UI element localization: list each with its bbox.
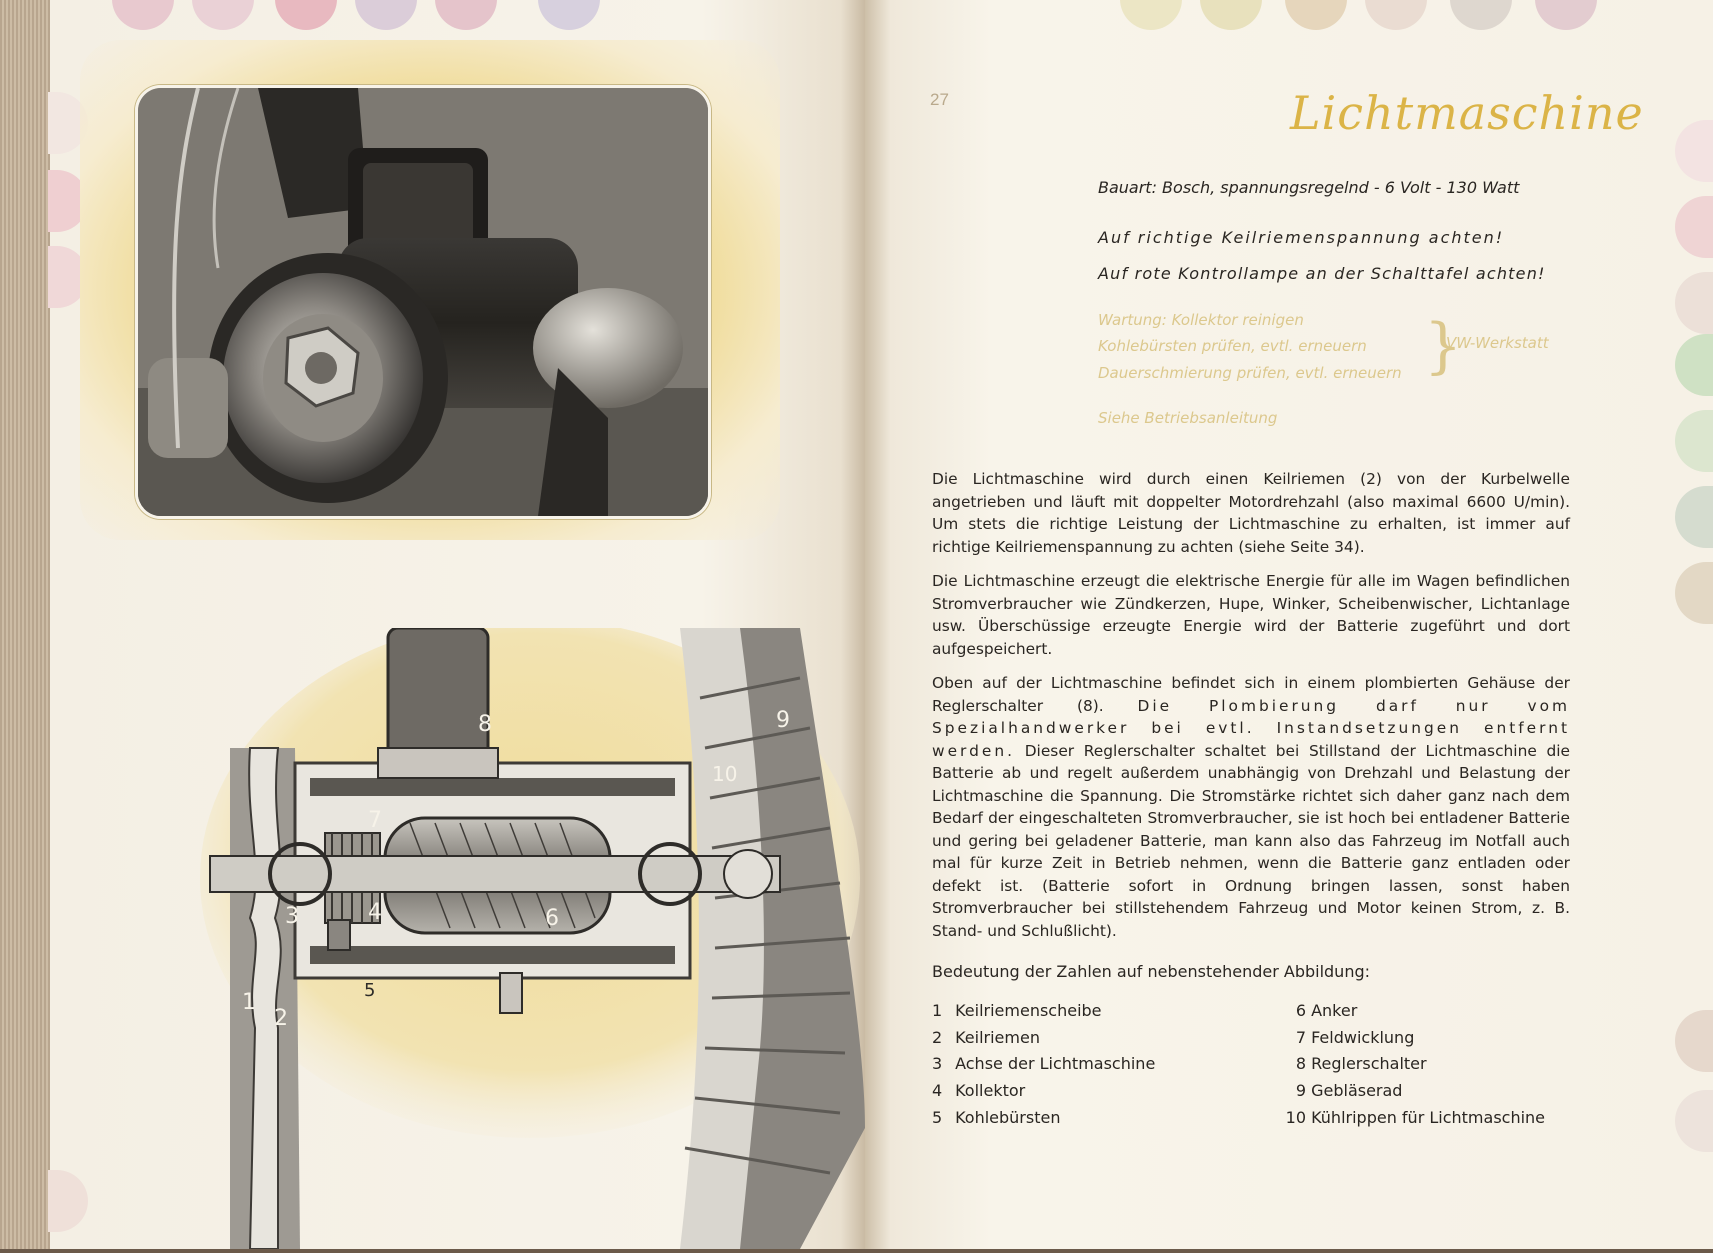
legend-title: Bedeutung der Zahlen auf nebenstehender Abbildung: [932,962,1371,981]
maintenance-line-2: Kohlebürsten prüfen, evtl. erneuern [1098,337,1367,355]
maintenance-line-1: Wartung: Kollektor reinigen [1098,311,1304,329]
legend-item: 8 Reglerschalter [1295,1054,1427,1074]
regulator-intro: Oben auf der Lichtmaschine befindet sich in einem plombierten Gehäuse der Reglerschalter (8). [932,674,1570,715]
diagram-label-7: 7 [368,808,382,833]
legend-item: 3 Achse der Lichtmaschine [932,1054,1156,1074]
legend-item: 4 Kollektor [932,1081,1026,1101]
maintenance-note: Siehe Betriebsanleitung [1098,409,1278,427]
maintenance-brace: } [1424,311,1463,381]
legend-column-left [932,998,1155,1132]
legend-item: 5 Kohlebürsten [932,1107,1061,1127]
workshop-label: VW-Werkstatt [1446,334,1549,352]
generator-cutaway-diagram [200,628,865,1249]
regulator-seal-warning: Die Plombierung darf nur vom Spezialhandwerker bei evtl. Instandsetzungen entfernt werden. [932,696,1570,760]
legend-column-right [1278,998,1545,1132]
diagram-label-6: 6 [545,906,559,931]
diagram-label-9: 9 [776,708,790,733]
legend-item: 2 Keilriemen [932,1027,1040,1047]
maintenance-line-3: Dauerschmierung prüfen, evtl. erneuern [1098,364,1402,382]
paragraph-regulator [932,672,1570,942]
legend-item: 1 Keilriemenscheibe [932,1001,1102,1020]
legend-item: 9 Gebläserad [1295,1081,1403,1101]
diagram-label-8: 8 [478,712,492,737]
generator-photo-illustration [138,88,708,516]
diagram-label-10: 10 [712,762,738,786]
page-number: 27 [930,90,949,109]
hint-warning-lamp: Auf rote Kontrollampe an der Schalttafel achten! [1098,264,1546,283]
paragraph-energy: Die Lichtmaschine erzeugt die elektrische Energie für alle im Wagen befindlichen Stromverbraucher wie Zündkerzen, Hupe, Winker, Scheibenwischer, Lichtanlage usw. Überschüssige erzeugte Energie wird der Batterie zugeführt und dort aufgespeichert. [932,572,1570,658]
legend-item: 7 Feldwicklung [1295,1027,1415,1047]
diagram-label-3: 3 [285,904,299,929]
diagram-label-2: 2 [274,1006,288,1031]
generator-photo [135,85,711,519]
diagram-label-1: 1 [242,990,256,1015]
legend-item: 6 Anker [1295,1001,1358,1020]
legend-item: 10 Kühlrippen für Lichtmaschine [1285,1107,1546,1127]
page-title: Lichtmaschine [1290,86,1644,140]
diagram-label-5: 5 [364,980,376,1001]
paragraph-drive: Die Lichtmaschine wird durch einen Keilriemen (2) von der Kurbelwelle angetrieben und läuft mit doppelter Motordrehzahl (also maximal 6600 U/min). Um stets die richtige Leistung der Lichtmaschine zu erhalten, ist immer auf richtige Keilriemenspannung zu achten (siehe Seite 34). [932,470,1570,556]
specification-line: Bauart: Bosch, spannungsregelnd - 6 Volt - 130 Watt [1098,178,1520,197]
diagram-label-4: 4 [368,900,382,925]
regulator-description: Dieser Reglerschalter schaltet bei Stillstand der Lichtmaschine die Batterie ab und regelt außerdem unabhängig von Drehzahl und Belastung der Lichtmaschine die Spannung. Die Stromstärke richtet sich daher ganz nach dem Bedarf der eingeschalteten Stromverbraucher, sie ist hoch bei entladener Batterie und gering bei geladener Batterie, man kann also das Fahrzeug im Notfall auch mal für kurze Zeit in Betrieb nehmen, wenn die Batterie ganz entladen oder defekt ist. (Batterie sofort in Ordnung bringen lassen, sonst haben Stromverbraucher bei stillstehendem Fahrzeug und Motor keinen Strom, z. B. Stand- und Schlußlicht). [932,741,1570,940]
hint-belt-tension: Auf richtige Keilriemenspannung achten! [1098,228,1505,247]
cutaway-illustration [200,628,865,1249]
